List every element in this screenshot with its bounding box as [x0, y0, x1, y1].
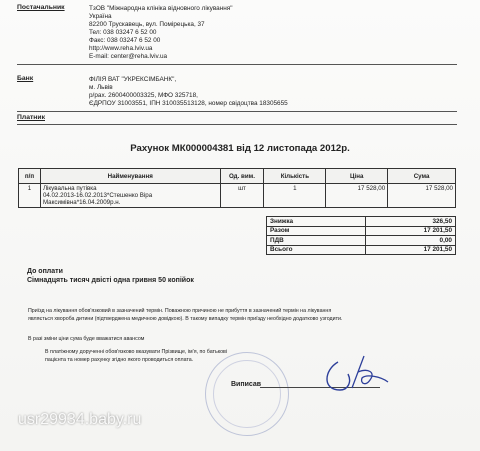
- note-line: В разі зміни ціни сума буде вважатися авансом: [28, 336, 145, 342]
- total-value: 17 201,50: [366, 226, 456, 236]
- bank-codes: ЄДРПОУ 31003551, ІПН 310035513128, номер свідоцтва 18305655: [89, 100, 288, 107]
- signature-label: Виписав: [231, 381, 262, 388]
- supplier-label: Постачальник: [17, 4, 65, 11]
- divider: [17, 64, 457, 65]
- column-header: Сума: [388, 169, 456, 184]
- note-line: являється хвороба дитини (підтверджена медичною довідкою). В такому випадку термін приїзду необхідно додатково узгодити.: [28, 315, 343, 322]
- supplier-fax: Факс: 038 03247 6 52 00: [89, 37, 161, 44]
- bank-name: ФІЛІЯ ВАТ "УКРЕКСІМБАНК",: [89, 76, 177, 83]
- column-header: Найменування: [40, 169, 220, 184]
- bank-label: Банк: [17, 75, 34, 82]
- column-header: п/п: [19, 169, 41, 184]
- row-unit: шт: [220, 184, 264, 208]
- total-label: Разом: [267, 226, 366, 236]
- row-name-line: Лікувальна путівка: [42, 185, 97, 192]
- signature-icon: [318, 352, 396, 398]
- total-label: Знижка: [267, 217, 366, 227]
- total-value: 17 201,50: [366, 245, 456, 255]
- divider: [17, 111, 457, 112]
- total-row-vat: [267, 236, 456, 246]
- supplier-web: http://www.reha.lviv.ua: [89, 45, 153, 52]
- note-line: Приїзд на лікування обов'язковий в зазначений термін. Поважною причиною не прибуття в зазначений термін на лікування: [28, 308, 332, 314]
- note-line: В платіжному дорученні обов'язково вказувати Прізвище, ім'я, по батькові: [45, 349, 228, 355]
- column-header: Кількість: [264, 169, 326, 184]
- totals-table: [266, 216, 456, 255]
- table-row: [19, 184, 456, 208]
- notes-block: [45, 349, 227, 364]
- row-quantity: 1: [264, 184, 326, 208]
- supplier-country: Україна: [89, 13, 112, 20]
- payment-amount-words: Сімнадцять тисяч двісті одна гривня 50 копійок: [27, 277, 194, 284]
- row-sum: 17 528,00: [388, 184, 456, 208]
- column-header: Од. вим.: [220, 169, 264, 184]
- watermark: usr29934.baby.ru: [18, 411, 142, 428]
- row-name: [40, 184, 220, 208]
- total-label: Всього: [267, 245, 366, 255]
- total-row-discount: [267, 217, 456, 227]
- payer-label: Платник: [17, 114, 45, 121]
- supplier-address: 82200 Трускавець, вул. Помірецька, 37: [89, 21, 205, 28]
- bank-account: р/рах. 2600400003325, МФО 325718,: [89, 92, 198, 99]
- invoice-title: Рахунок МК000004381 від 12 листопада 2012р.: [130, 143, 350, 154]
- divider: [17, 124, 457, 125]
- total-label: ПДВ: [267, 236, 366, 246]
- supplier-block: [89, 5, 233, 61]
- total-value: 326,50: [366, 217, 456, 227]
- notes-block: [28, 308, 342, 323]
- row-price: 17 528,00: [326, 184, 388, 208]
- stamp-inner-icon: [213, 360, 281, 428]
- total-row-grand: [267, 245, 456, 255]
- total-row-subtotal: [267, 226, 456, 236]
- supplier-phone: Тел: 038 03247 6 52 00: [89, 29, 157, 36]
- supplier-email: E-mail: center@reha.lviv.ua: [89, 53, 168, 60]
- supplier-name: ТзОВ "Міжнародна клініка відновного лікування": [89, 5, 233, 12]
- payment-label: До оплати: [27, 268, 63, 275]
- items-table: [18, 168, 456, 208]
- total-value: 0,00: [366, 236, 456, 246]
- bank-city: м. Львів: [89, 84, 113, 91]
- table-header-row: [19, 169, 456, 184]
- row-name-line: Максимівна*16.04.2009р.н.: [42, 199, 121, 206]
- row-name-line: 04.02.2013-16.02.2013*Стешенко Віра: [42, 192, 153, 199]
- row-number: 1: [19, 184, 41, 208]
- note-line: пацієнта та номер рахунку згідно якого проводиться оплата.: [45, 356, 194, 363]
- bank-block: [89, 76, 288, 108]
- column-header: Ціна: [326, 169, 388, 184]
